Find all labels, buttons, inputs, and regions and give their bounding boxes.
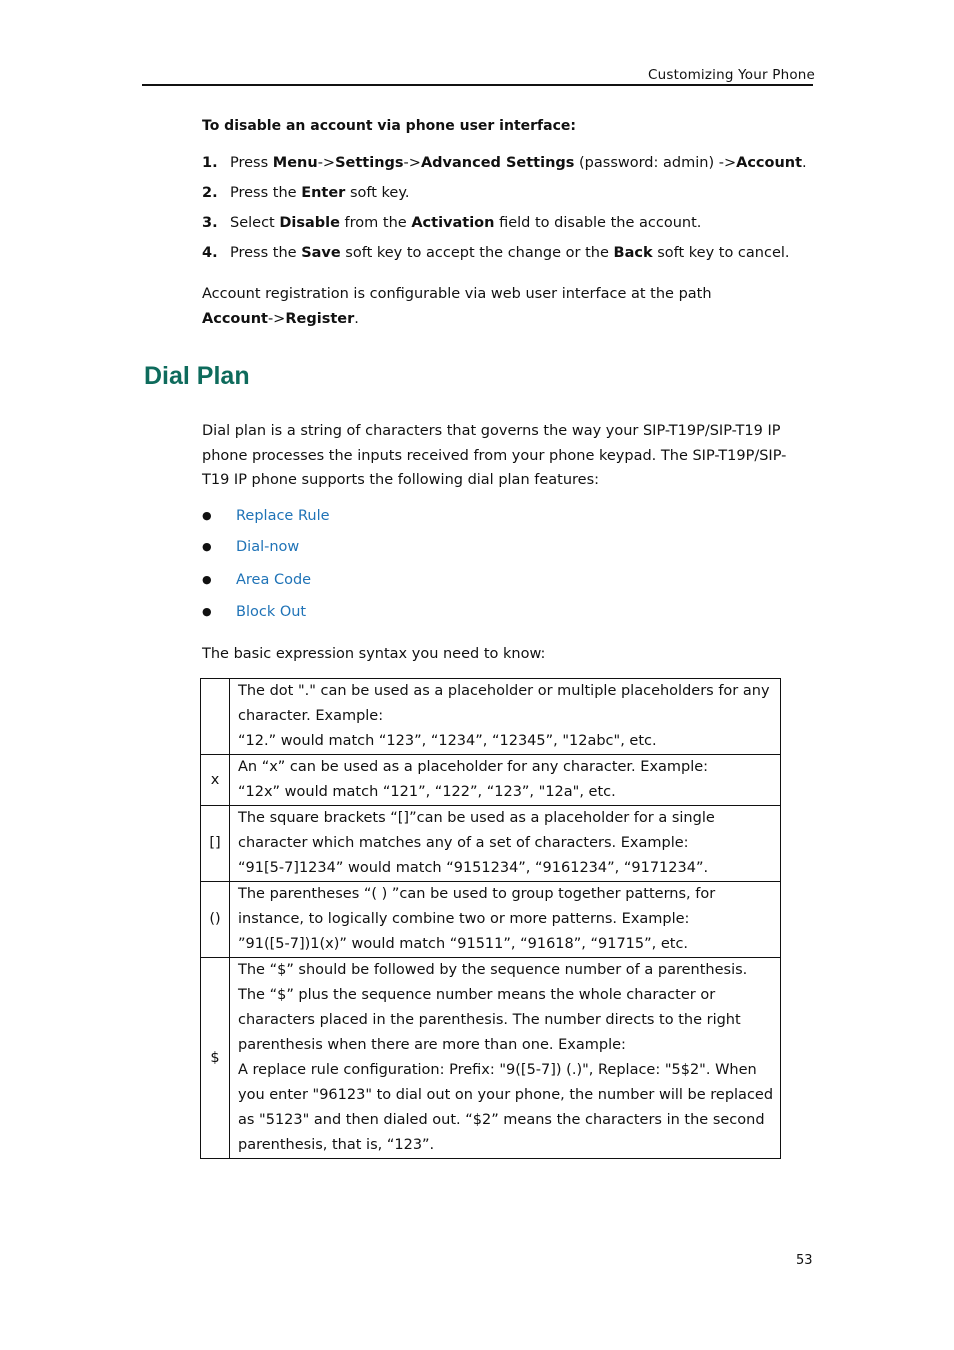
description-text: The dot "." can be used as a placeholder or multiple placeholders for any character. Example: [238,683,770,724]
path-arrow: -> [267,310,286,327]
bullet-icon: ● [202,509,212,522]
example-text: “12.” would match “123”, “1234”, “12345”, "12abc", etc. [238,733,657,749]
step-1 [202,155,807,171]
step-text: soft key to accept the change or the [340,245,614,261]
list-item [202,539,299,555]
example-text: A replace rule configuration: Prefix: "9([5-7]) (.)", Replace: "5$2". When you enter "96123" to dial out on your phone, the number will be replaced as "5123" and then dialed out. “$2” means the characters in the second parenthesis, that is, “123”. [238,1062,774,1153]
area-code-link[interactable]: Area Code [236,572,312,588]
section-title: Dial Plan [144,362,250,390]
step-text: Press the [230,185,302,201]
symbol-cell: () [201,882,230,958]
table-row [201,882,781,958]
step-2 [202,185,409,201]
step-3 [202,215,701,231]
description-text: The parentheses “( ) ”can be used to group together patterns, for instance, to logically combine two or more patterns. Example: [238,886,716,927]
description-cell [230,882,781,958]
header-rule [142,84,813,86]
step-number: 3. [202,215,218,231]
replace-rule-link[interactable]: Replace Rule [236,508,330,524]
description-text: The “$” should be followed by the sequence number of a parenthesis. The “$” plus the sequence number means the whole character or characters placed in the parenthesis. The number directs to the right parenthesis when there are more than one. Example: [238,962,748,1053]
account-path-term: Account [202,310,268,327]
account-term: Account [736,155,803,171]
description-cell [230,755,781,806]
table-row [201,958,781,1159]
symbol-cell: x [201,755,230,806]
settings-term: Settings [335,155,404,171]
save-term: Save [301,245,341,261]
example-text: “12x” would match “121”, “122”, “123”, "12a", etc. [238,784,616,800]
step-text: -> [403,155,421,171]
web-ui-note [202,282,802,331]
step-text: Select [230,215,280,231]
symbol-cell: [] [201,806,230,882]
block-out-link[interactable]: Block Out [236,604,307,620]
step-text: from the [339,215,412,231]
step-text: . [802,155,807,171]
activation-term: Activation [411,215,495,231]
running-header: Customizing Your Phone [648,67,816,83]
symbol-cell: $ [201,958,230,1159]
dial-now-link[interactable]: Dial-now [236,539,300,555]
step-text: soft key. [345,185,410,201]
procedure-title: To disable an account via phone user interface: [202,118,576,134]
symbol-cell [201,679,230,755]
step-text: soft key to cancel. [652,245,790,261]
menu-term: Menu [272,155,318,171]
bullet-icon: ● [202,540,212,553]
step-text: Press [230,155,273,171]
bullet-icon: ● [202,573,212,586]
note-text: Account registration is configurable via web user interface at the path [202,286,712,302]
step-number: 2. [202,185,218,201]
enter-term: Enter [301,185,346,201]
disable-term: Disable [279,215,340,231]
example-text: “91[5-7]1234” would match “9151234”, “9161234”, “9171234”. [238,860,709,876]
dial-plan-intro: Dial plan is a string of characters that governs the way your SIP-T19P/SIP-T19 IP phone processes the inputs received from your phone keypad. The SIP-T19P/SIP-T19 IP phone supports the following dial plan features: [202,423,787,488]
description-cell [230,679,781,755]
description-cell [230,958,781,1159]
step-text: Press the [230,245,302,261]
description-text: An “x” can be used as a placeholder for any character. Example: [238,759,709,775]
table-row [201,806,781,882]
syntax-table [200,678,781,1159]
path-end: . [354,310,359,327]
syntax-intro: The basic expression syntax you need to know: [202,646,546,662]
note-path [202,307,802,332]
list-item [202,508,330,524]
step-text: -> [317,155,336,171]
list-item [202,604,306,620]
description-text: The square brackets “[]”can be used as a placeholder for a single character which matches any of a set of characters. Example: [238,810,715,851]
table-row [201,755,781,806]
step-number: 1. [202,155,218,171]
page-number: 53 [796,1253,813,1268]
step-number: 4. [202,245,218,261]
list-item [202,572,311,588]
description-cell [230,806,781,882]
back-term: Back [613,245,653,261]
register-path-term: Register [285,310,355,327]
bullet-icon: ● [202,605,212,618]
step-text: (password: admin) -> [574,155,737,171]
step-text: field to disable the account. [494,215,702,231]
table-row [201,679,781,755]
advanced-settings-term: Advanced Settings [420,155,575,171]
step-4 [202,245,790,261]
example-text: ”91([5-7])1(x)” would match “91511”, “91618”, “91715”, etc. [238,936,689,952]
